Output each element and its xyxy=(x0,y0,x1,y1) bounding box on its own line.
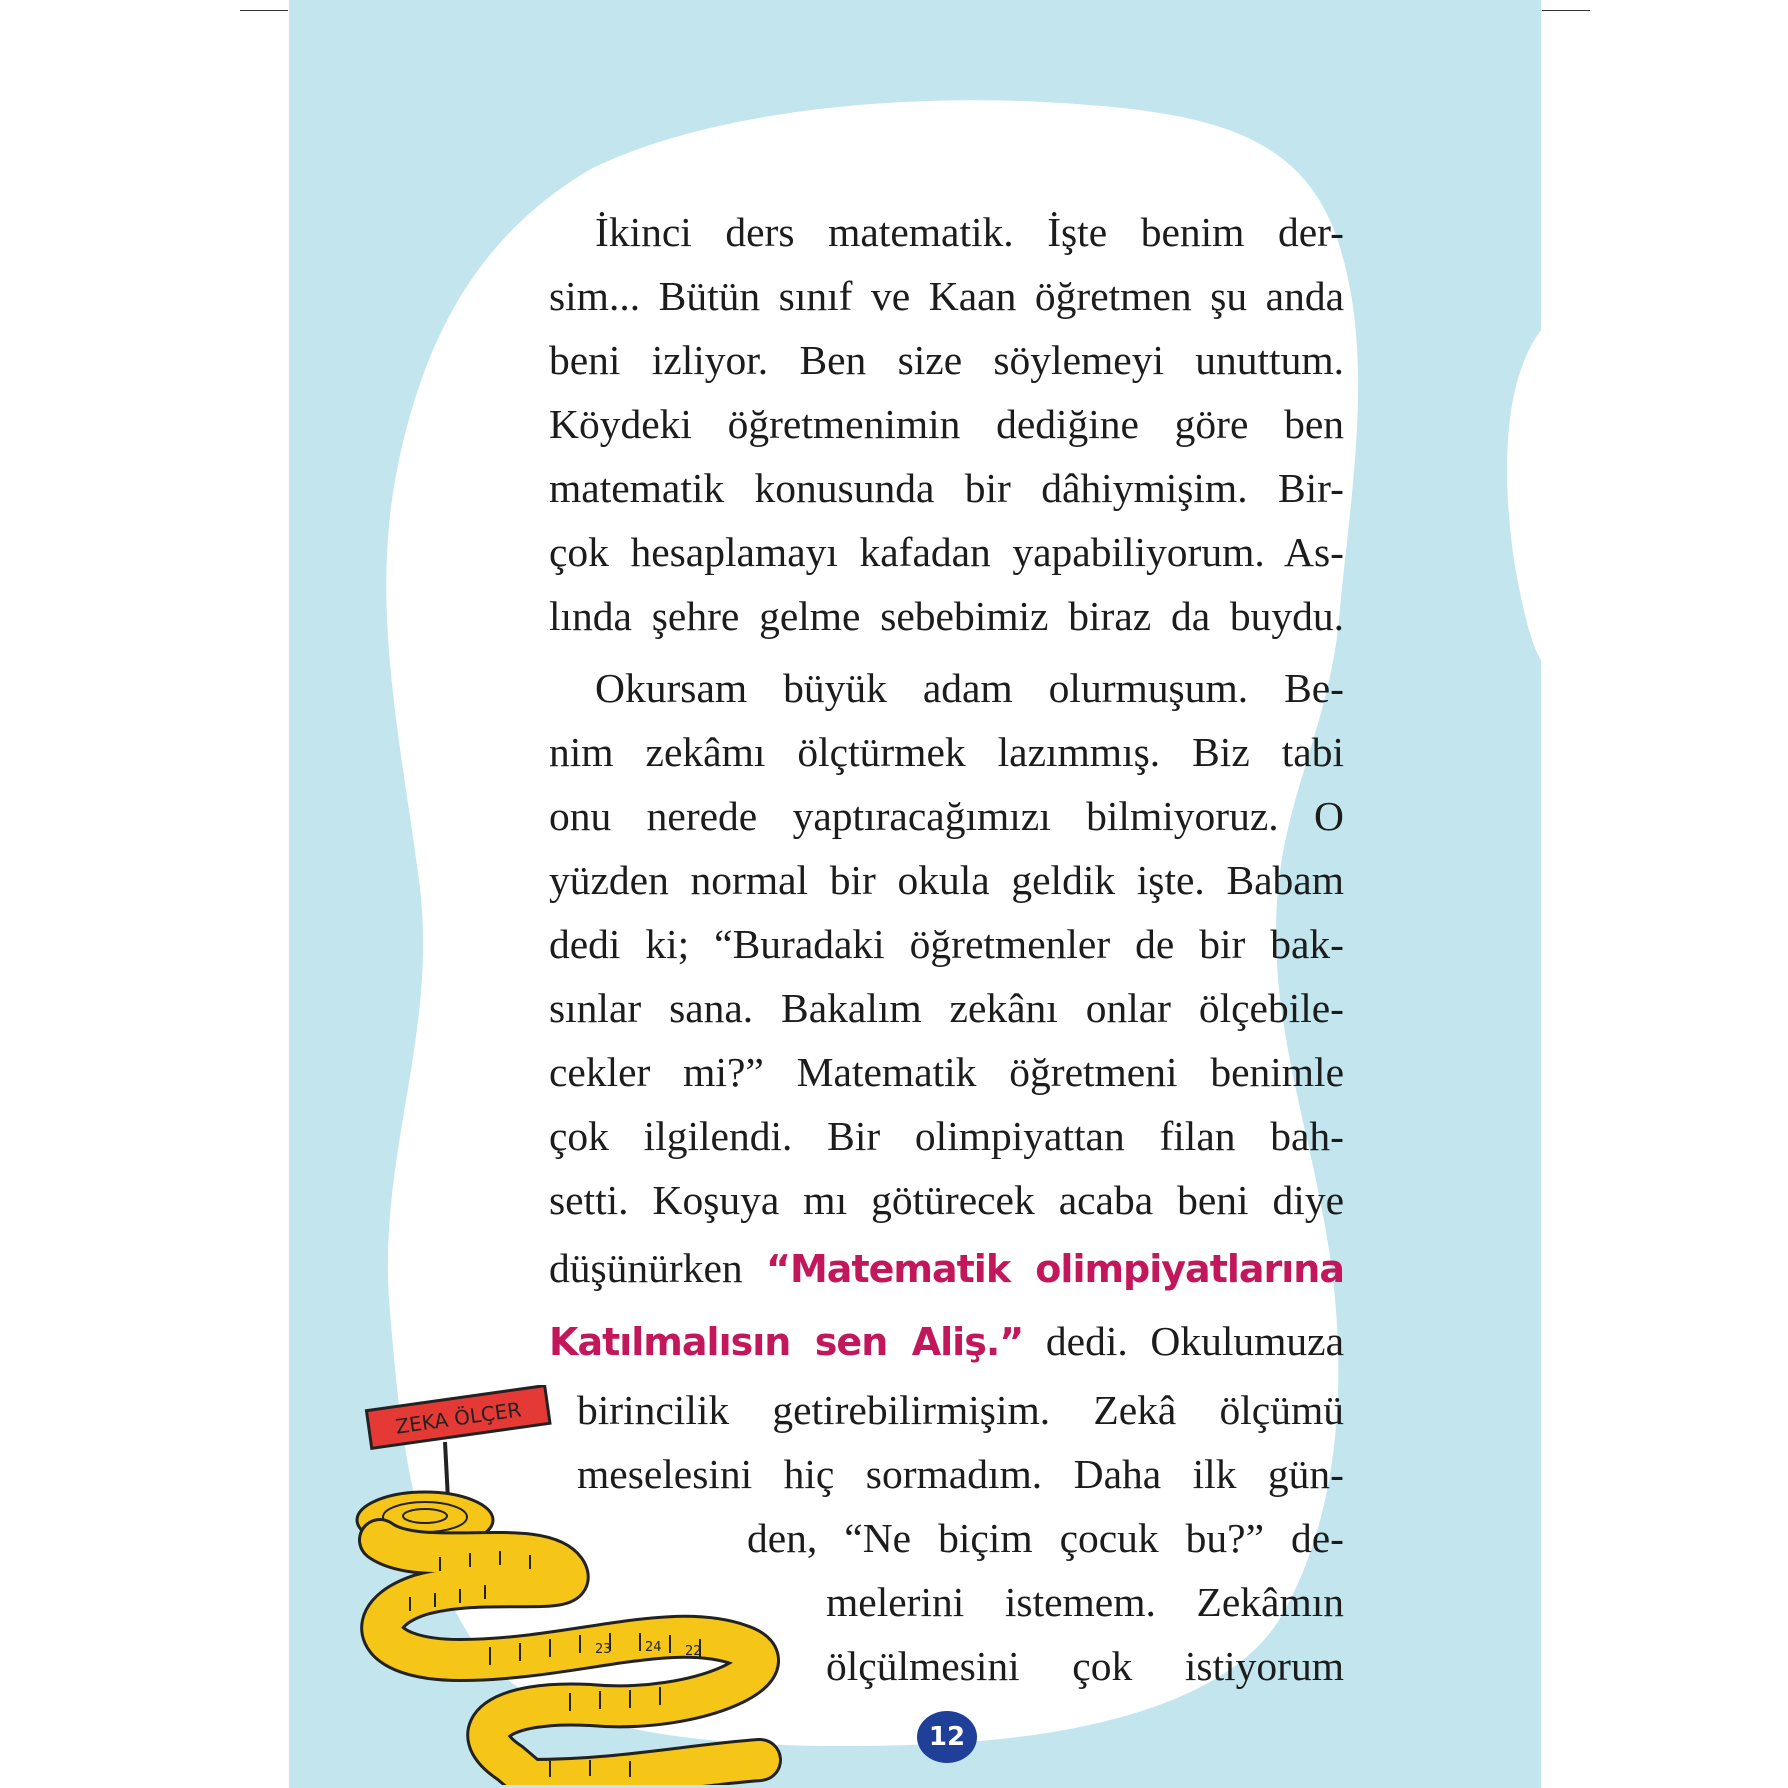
sign-label: ZEKA ÖLÇER xyxy=(394,1397,523,1439)
text-line: ölçülmesini çok istiyorum xyxy=(826,1643,1344,1689)
paragraph-1 xyxy=(549,200,1344,648)
quote-highlight: Katılmalısın sen Aliş.” xyxy=(549,1320,1024,1364)
text-line: dedi ki; “Buradaki öğretmenler de bir bak- xyxy=(549,921,1344,967)
text-fragment: düşünürken xyxy=(549,1245,743,1291)
text-line: çok hesaplamayı kafadan yapabiliyorum. As- xyxy=(549,529,1344,575)
tape-mark: 23 xyxy=(595,1642,612,1657)
text-line: matematik konusunda bir dâhiymişim. Bir- xyxy=(549,465,1344,511)
text-line: melerini istemem. Zekâmın xyxy=(826,1579,1344,1625)
text-line: Okursam büyük adam olurmuşum. Be- xyxy=(595,665,1344,711)
text-line: Köydeki öğretmenimin dediğine göre ben xyxy=(549,401,1344,447)
text-line xyxy=(549,1305,1344,1378)
page-number-badge: 12 xyxy=(917,1711,977,1763)
text-line: lında şehre gelme sebebimiz biraz da buydu. xyxy=(549,593,1344,639)
text-line: meselesini hiç sormadım. Daha ilk gün- xyxy=(577,1451,1344,1497)
crop-mark-right xyxy=(1542,10,1590,11)
text-line: çok ilgilendi. Bir olimpiyattan filan bah- xyxy=(549,1113,1344,1159)
sign-post xyxy=(445,1442,448,1500)
tape-mark: 22 xyxy=(685,1644,702,1659)
zeka-olcer-sign xyxy=(366,1386,550,1449)
text-line: onu nerede yaptıracağımızı bilmiyoruz. O xyxy=(549,793,1344,839)
tape-roll xyxy=(357,1492,760,1780)
text-line: cekler mi?” Matematik öğretmeni benimle xyxy=(549,1049,1344,1095)
text-line: setti. Koşuya mı götürecek acaba beni diye xyxy=(549,1177,1344,1223)
text-line: den, “Ne biçim çocuk bu?” de- xyxy=(747,1515,1344,1561)
text-line xyxy=(549,1232,1344,1305)
text-line: yüzden normal bir okula geldik işte. Babam xyxy=(549,857,1344,903)
text-line: sim... Bütün sınıf ve Kaan öğretmen şu anda xyxy=(549,273,1344,319)
text-fragment: dedi. Okulumuza xyxy=(1045,1318,1345,1364)
text-line: nim zekâmı ölçtürmek lazımmış. Biz tabi xyxy=(549,729,1344,775)
text-line: sınlar sana. Bakalım zekânı onlar ölçebile- xyxy=(549,985,1344,1031)
quote-highlight: “Matematik olimpiyatlarına xyxy=(766,1247,1344,1291)
measuring-tape-illustration xyxy=(340,1385,800,1785)
tape-mark: 24 xyxy=(645,1640,662,1655)
crop-mark-left xyxy=(240,10,288,11)
text-line: beni izliyor. Ben size söylemeyi unuttum. xyxy=(549,337,1344,383)
text-line: İkinci ders matematik. İşte benim der- xyxy=(595,209,1344,255)
text-line: birincilik getirebilirmişim. Zekâ ölçümü xyxy=(577,1387,1344,1433)
